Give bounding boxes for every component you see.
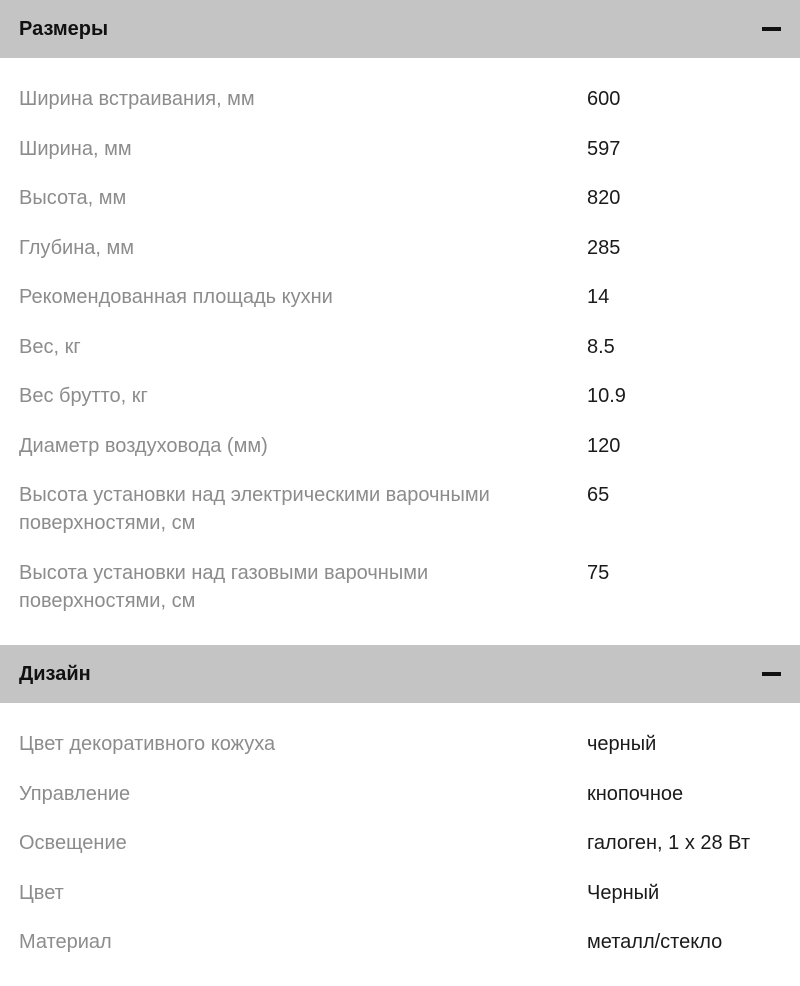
spec-value: 820 [587,187,621,209]
section-design [0,645,800,986]
spec-row [0,432,800,482]
spec-label: Ширина встраивания, мм [19,88,255,110]
spec-label: Цвет декоративного кожуха [19,733,276,755]
spec-row [0,829,800,879]
minus-icon[interactable] [762,672,781,676]
spec-value: 285 [587,236,621,259]
spec-label: Освещение [19,832,127,854]
spec-label: Высота, мм [19,187,127,209]
spec-value: кнопочное [587,782,684,805]
spec-row [0,283,800,333]
spec-value: металл/стекло [587,931,723,953]
spec-row [0,85,800,135]
section-title: Размеры [19,17,109,40]
spec-list [0,703,800,986]
spec-value: 75 [587,562,610,584]
spec-value: Черный [587,881,660,904]
spec-value: 14 [587,286,610,308]
spec-label: Цвет [19,881,64,904]
minus-icon[interactable] [762,27,781,31]
spec-row [0,333,800,383]
spec-row [0,184,800,234]
spec-label: Высота установки над газовыми варочными поверхностями, см [19,562,429,612]
spec-row [0,481,800,559]
spec-list [0,58,800,645]
spec-row [0,135,800,185]
spec-label: Вес брутто, кг [19,385,148,407]
section-header-dimensions[interactable] [0,0,800,58]
spec-label: Управление [19,782,131,805]
spec-value: 10.9 [587,385,626,407]
spec-row [0,234,800,284]
spec-value: 597 [587,137,621,160]
spec-row [0,780,800,830]
spec-label: Глубина, мм [19,236,135,259]
section-header-design[interactable] [0,645,800,703]
spec-row [0,382,800,432]
spec-label: Высота установки над электрическими варочными поверхностями, см [19,484,490,534]
spec-label: Вес, кг [19,335,81,358]
spec-row [0,879,800,929]
spec-label: Диаметр воздуховода (мм) [19,434,268,457]
section-title: Дизайн [19,662,91,685]
spec-value: черный [587,733,657,755]
spec-label: Материал [19,931,112,953]
spec-row [0,928,800,978]
spec-value: галоген, 1 х 28 Вт [587,832,751,854]
spec-label: Ширина, мм [19,137,132,160]
spec-label: Рекомендованная площадь кухни [19,286,333,308]
spec-value: 8.5 [587,335,615,358]
spec-value: 120 [587,434,621,457]
spec-value: 65 [587,484,610,506]
spec-row [0,730,800,780]
spec-row [0,559,800,637]
spec-value: 600 [587,88,621,110]
